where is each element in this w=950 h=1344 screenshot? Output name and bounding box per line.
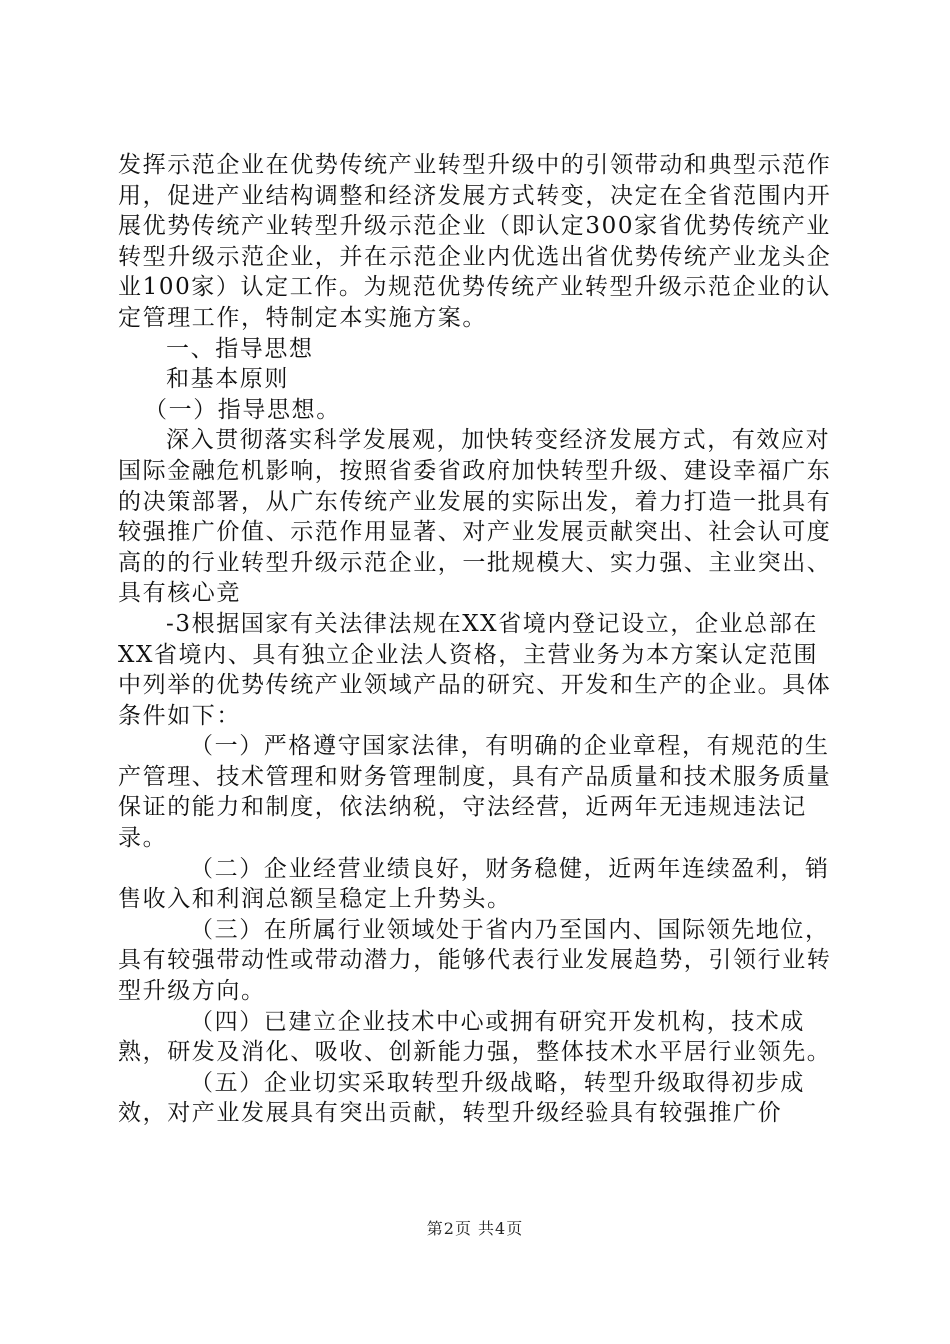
condition-1-paragraph: （一）严格遵守国家法律，有明确的企业章程，有规范的生产管理、技术管理和财务管理制度，具有产品质量和技术服务质量保证的能力和制度，依法纳税，守法经营，近两年无违规违法记录。: [118, 733, 832, 852]
section-heading: 一、指导思想: [166, 335, 314, 362]
condition-5-paragraph: （五）企业切实采取转型升级战略，转型升级取得初步成效，对产业发展具有突出贡献，转型升级经验具有较强推广价: [118, 1069, 805, 1127]
scope-paragraph: -3根据国家有关法律法规在XX省境内登记设立，企业总部在XX省境内、具有独立企业法人资格，主营业务为本方案认定范围中列举的优势传统产业领域产品的研究、开发和生产的企业。具体条件如下：: [118, 610, 832, 729]
subsection-heading: （一）指导思想。: [144, 396, 341, 423]
condition-3-paragraph: （三）在所属行业领域处于省内乃至国内、国际领先地位，具有较强带动性或带动潜力，能够代表行业发展趋势，引领行业转型升级方向。: [118, 916, 832, 1005]
page-footer: 第2页 共4页: [426, 1219, 524, 1238]
condition-4-paragraph: （四）已建立企业技术中心或拥有研究开发机构，技术成熟，研发及消化、吸收、创新能力强，整体技术水平居行业领先。: [118, 1008, 832, 1066]
intro-paragraph: 发挥示范企业在优势传统产业转型升级中的引领带动和典型示范作用，促进产业结构调整和经济发展方式转变，决定在全省范围内开展优势传统产业转型升级示范企业（即认定300家省优势传统产业转型升级示范企业，并在示范企业内优选出省优势传统产业龙头企业100家）认定工作。为规范优势传统产业转型升级示范企业的认定管理工作，特制定本实施方案。: [118, 152, 832, 331]
document-body: [118, 150, 838, 1129]
guiding-paragraph: 深入贯彻落实科学发展观，加快转变经济发展方式，有效应对国际金融危机影响，按照省委省政府加快转型升级、建设幸福广东的决策部署，从广东传统产业发展的实际出发，着力打造一批具有较强推广价值、示范作用显著、对产业发展贡献突出、社会认可度高的的行业转型升级示范企业，一批规模大、实力强、主业突出、具有核心竞: [118, 427, 832, 607]
condition-2-paragraph: （二）企业经营业绩良好，财务稳健，近两年连续盈利，销售收入和利润总额呈稳定上升势头。: [118, 855, 830, 913]
section-heading-continued: 和基本原则: [166, 366, 289, 393]
